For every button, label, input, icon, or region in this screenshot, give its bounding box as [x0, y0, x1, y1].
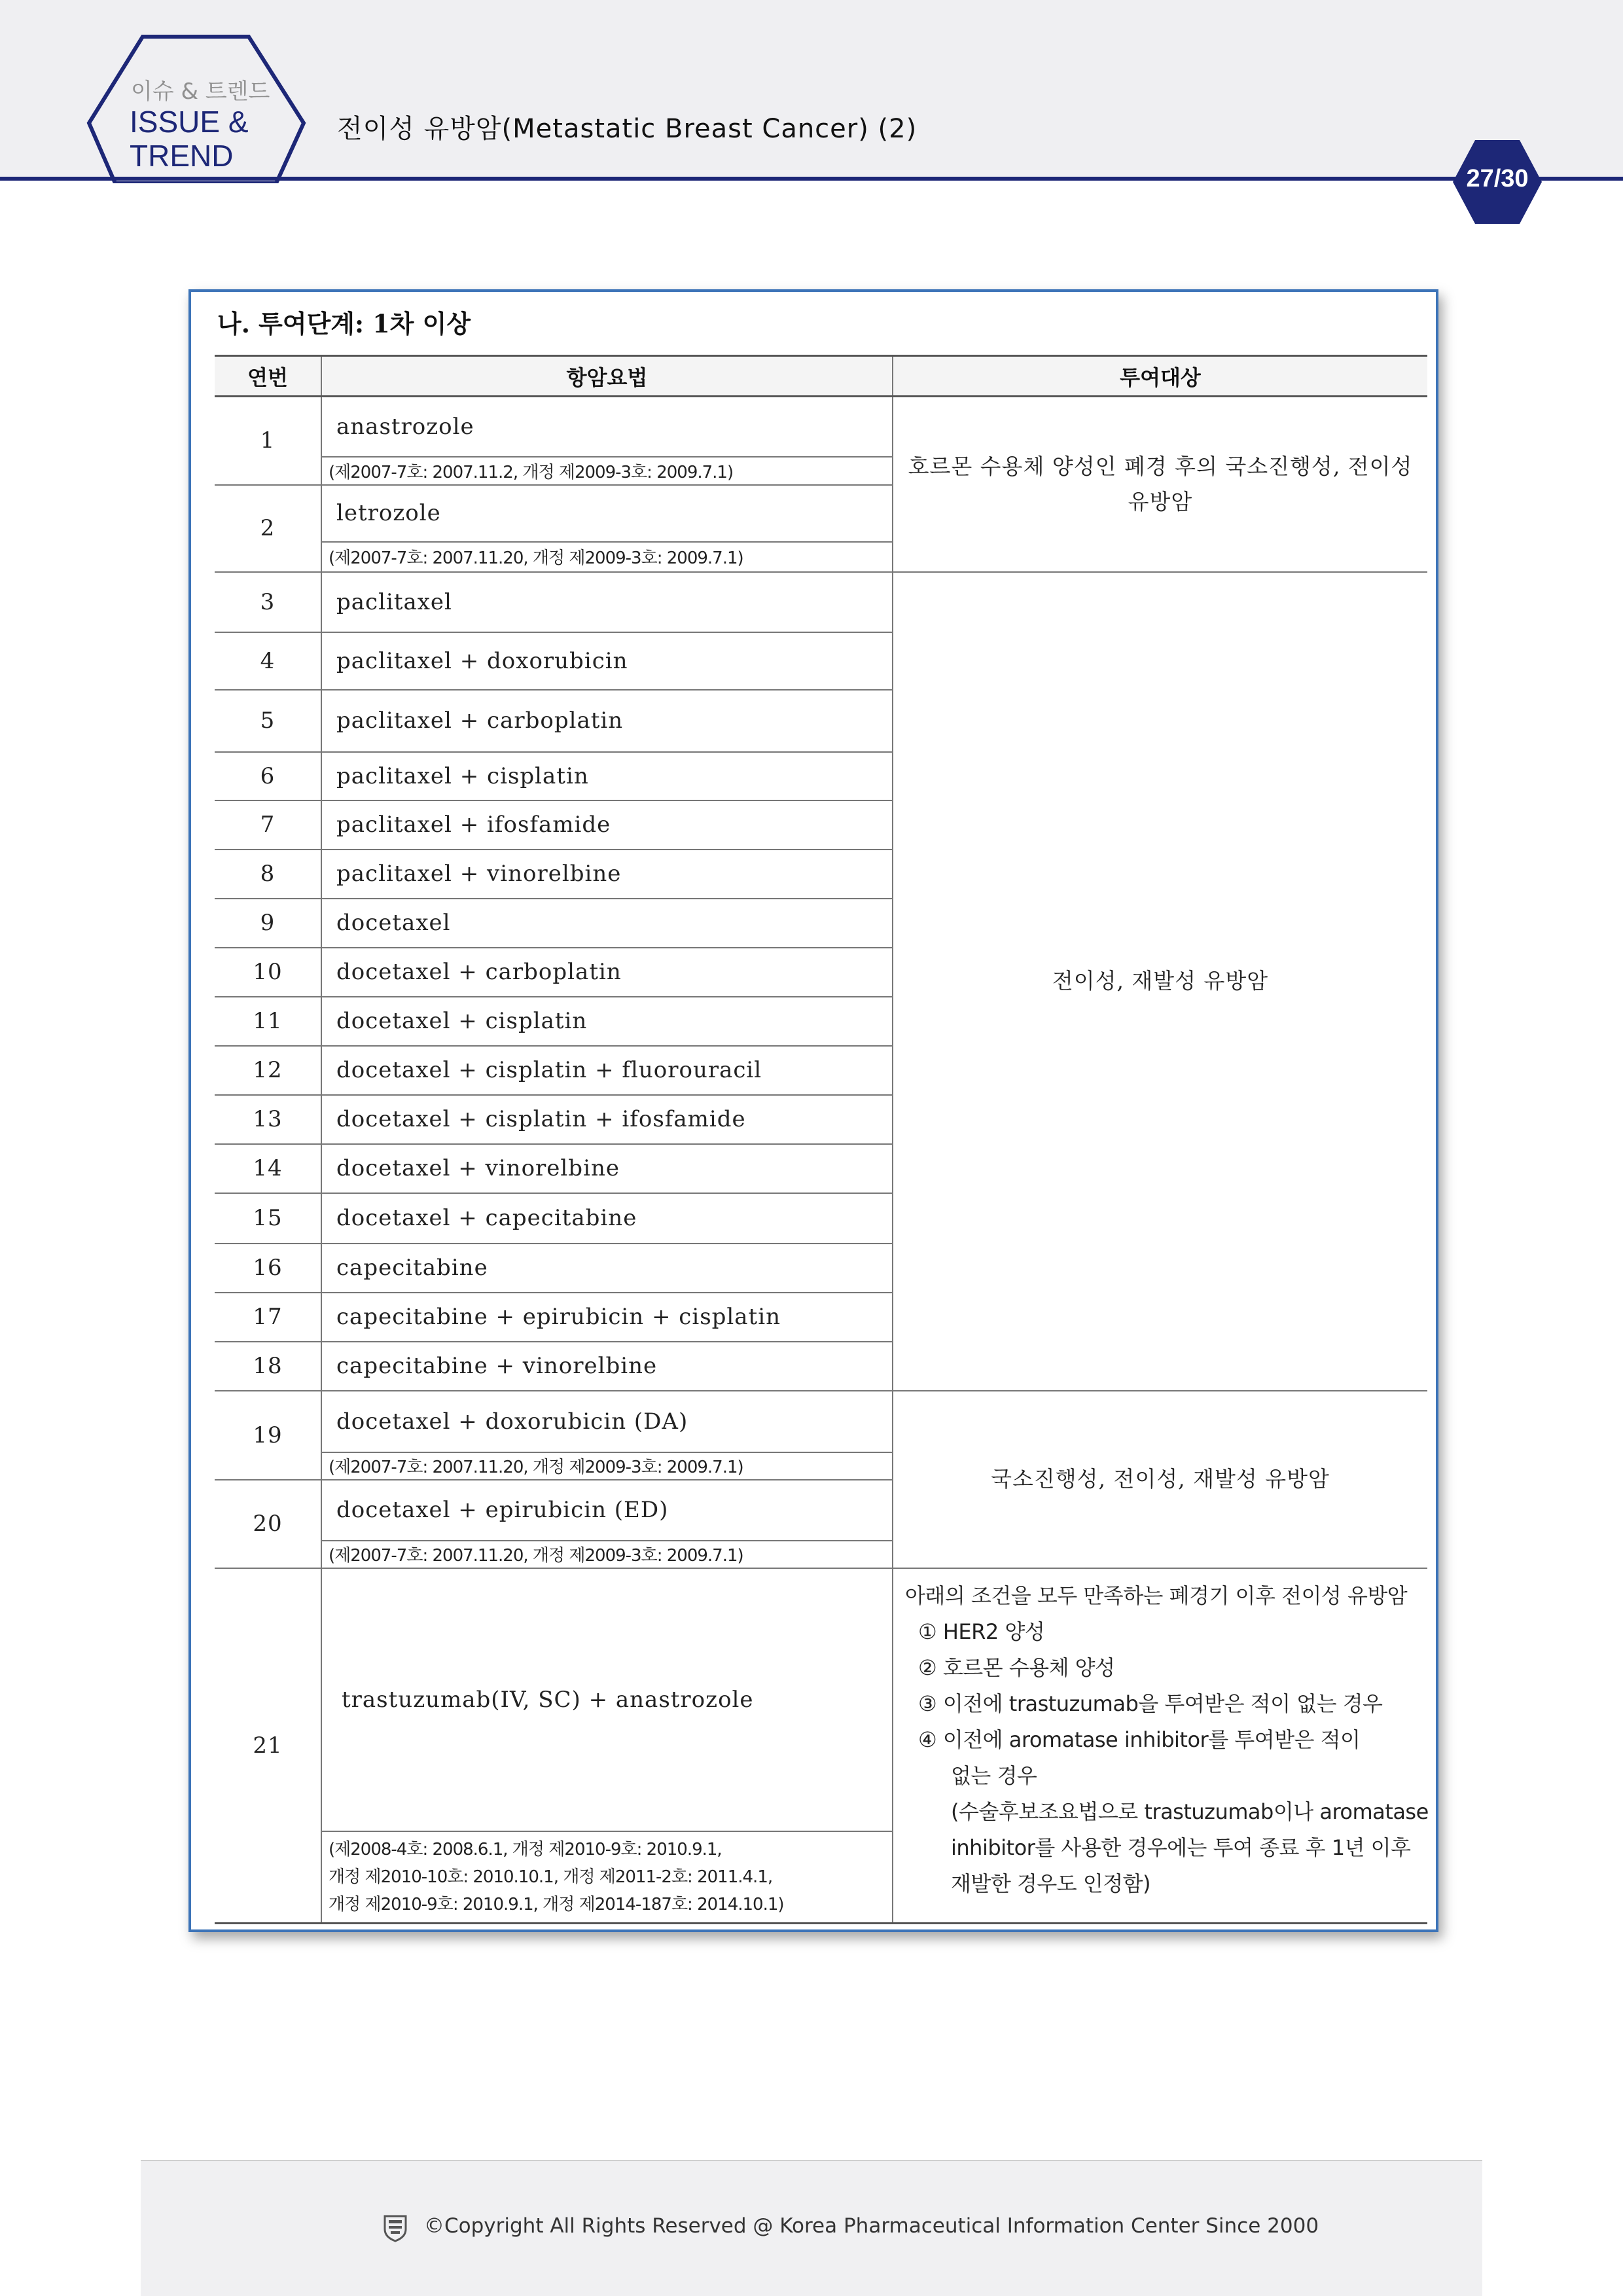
row-number: 3 — [215, 572, 321, 632]
badge-issue-label: ISSUE & — [130, 105, 249, 139]
row-number: 2 — [215, 485, 321, 572]
row-number: 12 — [215, 1046, 321, 1095]
row-number: 16 — [215, 1244, 321, 1293]
page-number: 27/30 — [1466, 165, 1529, 192]
regimen-cell: paclitaxel + cisplatin — [321, 752, 893, 800]
condition-item: ① HER2 양성 — [918, 1619, 1045, 1644]
notice-cell — [321, 1831, 893, 1924]
notice-line: 개정 제2010-10호: 2010.10.1, 개정 제2011-2호: 2011.4.1, — [329, 1867, 773, 1887]
notice-line: (제2008-4호: 2008.6.1, 개정 제2010-9호: 2010.9.1, — [329, 1839, 722, 1859]
condition-item-continued: 재발한 경우도 인정함) — [951, 1871, 1151, 1896]
row-number: 8 — [215, 850, 321, 899]
regimen-cell: paclitaxel + doxorubicin — [321, 632, 893, 690]
row-number: 20 — [215, 1480, 321, 1568]
notice-cell: (제2007-7호: 2007.11.20, 개정 제2009-3호: 2009.7.1) — [321, 542, 893, 572]
condition-item: ③ 이전에 trastuzumab을 투여받은 적이 없는 경우 — [918, 1691, 1383, 1716]
row-number: 14 — [215, 1144, 321, 1193]
column-header-regimen: 항암요법 — [321, 356, 893, 397]
notice-line: 개정 제2010-9호: 2010.9.1, 개정 제2014-187호: 2014.10.1) — [329, 1894, 784, 1914]
regimen-cell: anastrozole — [321, 397, 893, 457]
row-number: 4 — [215, 632, 321, 690]
row-number: 7 — [215, 800, 321, 850]
badge-trend-label: TREND — [130, 139, 234, 173]
row-number: 9 — [215, 899, 321, 948]
row-number: 21 — [215, 1568, 321, 1924]
target-conditions-cell — [893, 1568, 1427, 1924]
page-title: 전이성 유방암(Metastatic Breast Cancer) (2) — [337, 114, 918, 144]
row-number: 6 — [215, 752, 321, 800]
kpic-logo-icon — [382, 2214, 408, 2242]
table-header-row — [215, 356, 1427, 397]
footer-copyright: ©Copyright All Rights Reserved @ Korea Pharmaceutical Information Center Since 2000 — [424, 2214, 1319, 2238]
target-cell: 전이성, 재발성 유방암 — [893, 572, 1427, 1391]
table-row — [215, 1568, 1427, 1831]
row-number: 10 — [215, 948, 321, 997]
regimen-cell: docetaxel + doxorubicin (DA) — [321, 1391, 893, 1452]
row-number: 13 — [215, 1095, 321, 1144]
notice-cell: (제2007-7호: 2007.11.20, 개정 제2009-3호: 2009.7.1) — [321, 1541, 893, 1568]
regimen-cell: capecitabine + vinorelbine — [321, 1342, 893, 1391]
row-number: 11 — [215, 997, 321, 1046]
badge-subtitle: 이슈 & 트렌드 — [131, 79, 270, 105]
regimen-cell: capecitabine — [321, 1244, 893, 1293]
row-number: 15 — [215, 1193, 321, 1244]
regimen-table — [215, 355, 1427, 1924]
condition-item-continued: (수술후보조요법으로 trastuzumab이나 aromatase — [951, 1799, 1429, 1824]
column-header-no: 연번 — [215, 356, 321, 397]
row-number: 1 — [215, 397, 321, 485]
regimen-cell: paclitaxel + carboplatin — [321, 690, 893, 752]
notice-cell: (제2007-7호: 2007.11.2, 개정 제2009-3호: 2009.7.1) — [321, 457, 893, 485]
regimen-cell: docetaxel + carboplatin — [321, 948, 893, 997]
target-cell: 국소진행성, 전이성, 재발성 유방암 — [893, 1391, 1427, 1568]
condition-item-continued: 없는 경우 — [951, 1763, 1037, 1788]
regimen-cell: letrozole — [321, 485, 893, 542]
regimen-cell: paclitaxel — [321, 572, 893, 632]
regimen-cell: docetaxel + epirubicin (ED) — [321, 1480, 893, 1541]
notice-cell: (제2007-7호: 2007.11.20, 개정 제2009-3호: 2009.7.1) — [321, 1452, 893, 1480]
condition-intro: 아래의 조건을 모두 만족하는 폐경기 이후 전이성 유방암 — [905, 1583, 1408, 1608]
condition-item: ② 호르몬 수용체 양성 — [918, 1655, 1115, 1680]
condition-item: ④ 이전에 aromatase inhibitor를 투여받은 적이 — [918, 1727, 1361, 1752]
regimen-cell: docetaxel + cisplatin + ifosfamide — [321, 1095, 893, 1144]
table-row — [215, 397, 1427, 457]
regimen-cell: capecitabine + epirubicin + cisplatin — [321, 1293, 893, 1342]
row-number: 5 — [215, 690, 321, 752]
regimen-cell: docetaxel + cisplatin + fluorouracil — [321, 1046, 893, 1095]
column-header-target: 투여대상 — [893, 356, 1427, 397]
regimen-cell: paclitaxel + ifosfamide — [321, 800, 893, 850]
table-row — [215, 572, 1427, 632]
regimen-cell: paclitaxel + vinorelbine — [321, 850, 893, 899]
regimen-cell: docetaxel + vinorelbine — [321, 1144, 893, 1193]
document-image — [188, 289, 1438, 1932]
row-number: 18 — [215, 1342, 321, 1391]
target-cell: 호르몬 수용체 양성인 폐경 후의 국소진행성, 전이성 유방암 — [893, 397, 1427, 572]
section-title: 나. 투여단계: 1차 이상 — [217, 309, 471, 338]
row-number: 19 — [215, 1391, 321, 1480]
regimen-cell: docetaxel + capecitabine — [321, 1193, 893, 1244]
regimen-cell: docetaxel — [321, 899, 893, 948]
regimen-cell: trastuzumab(IV, SC) + anastrozole — [321, 1568, 893, 1831]
condition-item-continued: inhibitor를 사용한 경우에는 투여 종료 후 1년 이후 — [951, 1835, 1411, 1860]
table-row — [215, 1391, 1427, 1452]
row-number: 17 — [215, 1293, 321, 1342]
regimen-cell: docetaxel + cisplatin — [321, 997, 893, 1046]
